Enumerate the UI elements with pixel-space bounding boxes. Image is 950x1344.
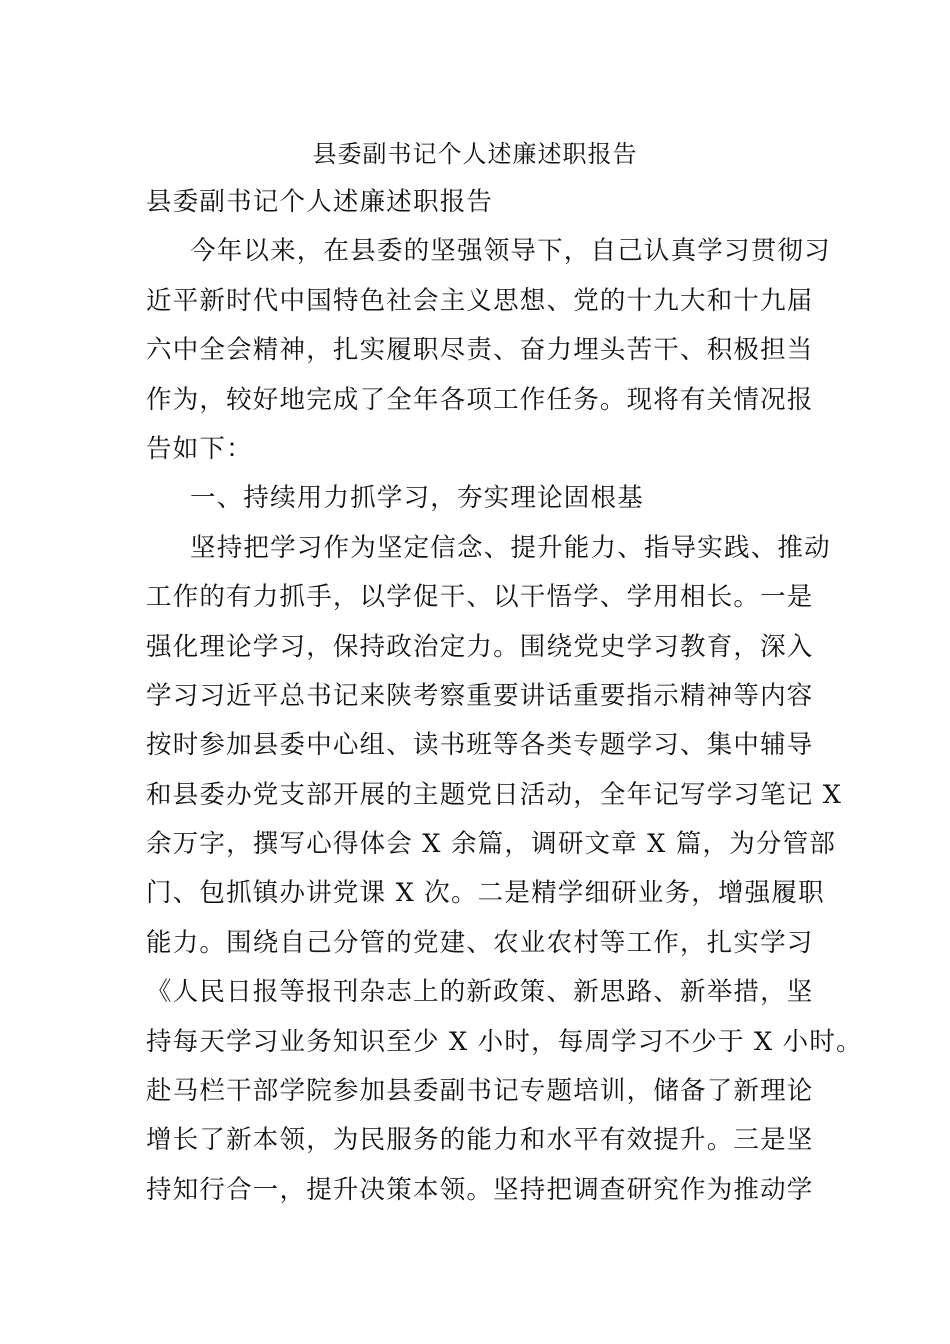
paragraph-line: 按时参加县委中心组、读书班等各类专题学习、集中辅导 xyxy=(146,730,814,761)
section-paragraph xyxy=(146,524,863,1215)
paragraph-line: 余万字，撰写心得体会 X 余篇，调研文章 X 篇，为分管部 xyxy=(146,829,837,860)
paragraph-line: 能力。围绕自己分管的党建、农业农村等工作，扎实学习 xyxy=(146,927,814,958)
paragraph-line: 近平新时代中国特色社会主义思想、党的十九大和十九届 xyxy=(146,285,814,316)
paragraph-line: 增长了新本领，为民服务的能力和水平有效提升。三是坚 xyxy=(146,1125,814,1156)
paragraph-line: 强化理论学习，保持政治定力。围绕党史学习教育，深入 xyxy=(146,631,814,662)
paragraph-line: 告如下： xyxy=(146,433,253,464)
paragraph-line: 持每天学习业务知识至少 X 小时，每周学习不少于 X 小时。 xyxy=(146,1026,863,1057)
paragraph-line: 持知行合一，提升决策本领。坚持把调查研究作为推动学 xyxy=(146,1174,814,1205)
paragraph-line: 门、包抓镇办讲党课 X 次。二是精学细研业务，增强履职 xyxy=(146,878,825,909)
paragraph-line: 工作的有力抓手，以学促干、以干悟学、学用相长。一是 xyxy=(146,582,814,613)
paragraph-line: 今年以来，在县委的坚强领导下，自己认真学习贯彻习 xyxy=(190,236,831,267)
paragraph-line: 赴马栏干部学院参加县委副书记专题培训，储备了新理论 xyxy=(146,1076,814,1107)
paragraph-line: 《人民日报等报刊杂志上的新政策、新思路、新举措，坚 xyxy=(146,977,814,1008)
paragraph-line: 坚持把学习作为坚定信念、提升能力、指导实践、推动 xyxy=(190,532,831,563)
paragraph-line: 作为，较好地完成了全年各项工作任务。现将有关情况报 xyxy=(146,384,814,415)
paragraph-line: 和县委办党支部开展的主题党日活动，全年记写学习笔记 X xyxy=(146,779,843,810)
section-heading: 一、持续用力抓学习，夯实理论固根基 xyxy=(190,483,644,514)
document-title: 县委副书记个人述廉述职报告 xyxy=(312,140,638,168)
intro-paragraph xyxy=(146,227,831,474)
paragraph-line: 六中全会精神，扎实履职尽责、奋力埋头苦干、积极担当 xyxy=(146,335,814,366)
document-subtitle: 县委副书记个人述廉述职报告 xyxy=(146,187,494,217)
document-body xyxy=(146,178,863,1215)
paragraph-line: 学习习近平总书记来陕考察重要讲话重要指示精神等内容 xyxy=(146,680,814,711)
